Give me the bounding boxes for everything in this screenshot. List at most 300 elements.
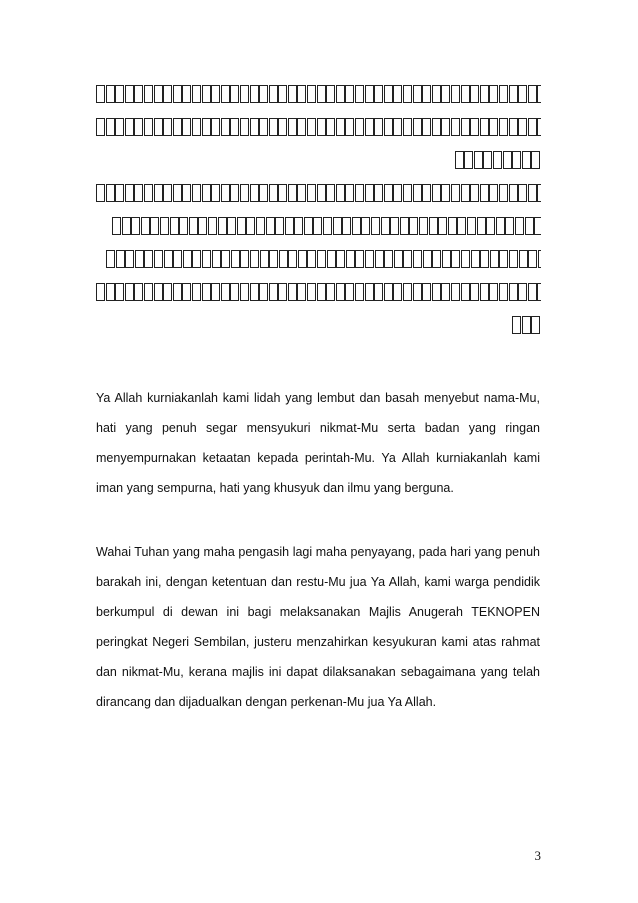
missing-glyph-box — [528, 118, 537, 136]
missing-glyph-box — [451, 184, 460, 202]
missing-glyph-box — [278, 283, 287, 301]
missing-glyph-box — [323, 217, 332, 235]
missing-glyph-box — [269, 184, 278, 202]
missing-glyph-box — [499, 283, 508, 301]
missing-glyph-box — [413, 283, 422, 301]
missing-glyph-box — [307, 250, 316, 268]
missing-glyph-box — [333, 217, 342, 235]
missing-glyph-box — [489, 283, 498, 301]
missing-glyph-box — [288, 85, 297, 103]
missing-glyph-box — [365, 250, 374, 268]
missing-glyph-box — [365, 85, 374, 103]
missing-glyph-box — [326, 283, 335, 301]
missing-glyph-box — [509, 250, 518, 268]
missing-glyph-box — [182, 184, 191, 202]
missing-glyph-box — [96, 118, 105, 136]
missing-glyph-box — [298, 250, 307, 268]
missing-glyph-box — [154, 118, 163, 136]
missing-glyph-box — [202, 118, 211, 136]
missing-glyph-box — [518, 85, 527, 103]
missing-glyph-box — [471, 250, 480, 268]
missing-glyph-box — [307, 283, 316, 301]
missing-glyph-box — [240, 184, 249, 202]
missing-glyph-box — [231, 250, 240, 268]
missing-glyph-box — [269, 250, 278, 268]
missing-glyph-box — [202, 283, 211, 301]
missing-glyph-box — [419, 217, 428, 235]
missing-glyph-box — [125, 184, 134, 202]
missing-glyph-box — [144, 85, 153, 103]
missing-glyph-box — [211, 283, 220, 301]
missing-glyph-box — [278, 184, 287, 202]
missing-glyph-box — [489, 118, 498, 136]
missing-glyph-box — [141, 217, 150, 235]
missing-glyph-box — [345, 85, 354, 103]
missing-glyph-box — [122, 217, 131, 235]
missing-glyph-box — [163, 184, 172, 202]
missing-glyph-box — [448, 217, 457, 235]
arabic-text-line — [96, 209, 541, 242]
missing-glyph-box — [423, 250, 432, 268]
missing-glyph-box — [134, 283, 143, 301]
missing-glyph-box — [470, 184, 479, 202]
missing-glyph-box — [313, 217, 322, 235]
missing-glyph-box — [96, 184, 105, 202]
missing-glyph-box — [246, 217, 255, 235]
missing-glyph-box — [297, 283, 306, 301]
missing-glyph-box — [365, 184, 374, 202]
missing-glyph-box — [519, 250, 528, 268]
missing-glyph-box — [106, 283, 115, 301]
missing-glyph-box — [294, 217, 303, 235]
missing-glyph-box — [260, 250, 269, 268]
missing-glyph-box — [432, 118, 441, 136]
missing-glyph-box — [288, 184, 297, 202]
missing-glyph-box — [297, 118, 306, 136]
missing-glyph-box — [212, 250, 221, 268]
missing-glyph-box — [163, 85, 172, 103]
missing-glyph-box — [467, 217, 476, 235]
missing-glyph-box — [125, 250, 134, 268]
missing-glyph-box — [394, 250, 403, 268]
missing-glyph-box — [464, 151, 473, 169]
missing-glyph-box — [125, 85, 134, 103]
missing-glyph-box — [150, 217, 159, 235]
missing-glyph-box — [355, 85, 364, 103]
missing-glyph-box — [230, 118, 239, 136]
missing-glyph-box — [470, 118, 479, 136]
missing-glyph-box — [534, 217, 541, 235]
missing-glyph-box — [327, 250, 336, 268]
missing-glyph-box — [230, 184, 239, 202]
missing-glyph-box — [512, 151, 521, 169]
missing-glyph-box — [537, 184, 541, 202]
missing-glyph-box — [393, 283, 402, 301]
missing-glyph-box — [486, 217, 495, 235]
doa-paragraph-1: Ya Allah kurniakanlah kami lidah yang lembut dan basah menyebut nama-Mu, hati yang penuh segar mensyukuri nikmat-Mu serta badan yang ringan menyempurnakan ketaatan kepada perintah-Mu. Ya Allah kurniakanlah kami iman yang sempurna, hati yang khusyuk dan ilmu yang berguna. — [96, 390, 540, 495]
missing-glyph-box — [240, 283, 249, 301]
missing-glyph-box — [442, 250, 451, 268]
missing-glyph-box — [432, 250, 441, 268]
missing-glyph-box — [336, 85, 345, 103]
missing-glyph-box — [144, 283, 153, 301]
missing-glyph-box — [384, 250, 393, 268]
missing-glyph-box — [192, 283, 201, 301]
missing-glyph-box — [317, 118, 326, 136]
missing-glyph-box — [259, 283, 268, 301]
missing-glyph-box — [509, 118, 518, 136]
missing-glyph-box — [522, 151, 531, 169]
missing-glyph-box — [278, 85, 287, 103]
missing-glyph-box — [390, 217, 399, 235]
missing-glyph-box — [490, 250, 499, 268]
missing-glyph-box — [170, 217, 179, 235]
missing-glyph-box — [441, 184, 450, 202]
missing-glyph-box — [96, 283, 105, 301]
missing-glyph-box — [522, 316, 531, 334]
missing-glyph-box — [230, 85, 239, 103]
missing-glyph-box — [259, 184, 268, 202]
missing-glyph-box — [538, 250, 541, 268]
missing-glyph-box — [441, 85, 450, 103]
missing-glyph-box — [160, 217, 169, 235]
missing-glyph-box — [422, 283, 431, 301]
missing-glyph-box — [179, 217, 188, 235]
missing-glyph-box — [528, 184, 537, 202]
missing-glyph-box — [198, 217, 207, 235]
missing-glyph-box — [461, 118, 470, 136]
missing-glyph-box — [509, 184, 518, 202]
missing-glyph-box — [189, 217, 198, 235]
missing-glyph-box — [518, 283, 527, 301]
missing-glyph-box — [269, 118, 278, 136]
missing-glyph-box — [432, 184, 441, 202]
missing-glyph-box — [438, 217, 447, 235]
missing-glyph-box — [297, 184, 306, 202]
missing-glyph-box — [317, 283, 326, 301]
missing-glyph-box — [381, 217, 390, 235]
missing-glyph-box — [384, 118, 393, 136]
missing-glyph-box — [393, 118, 402, 136]
missing-glyph-box — [499, 184, 508, 202]
missing-glyph-box — [317, 184, 326, 202]
missing-glyph-box — [496, 217, 505, 235]
missing-glyph-box — [173, 250, 182, 268]
missing-glyph-box — [285, 217, 294, 235]
missing-glyph-box — [227, 217, 236, 235]
missing-glyph-box — [455, 151, 464, 169]
missing-glyph-box — [211, 184, 220, 202]
arabic-text-line — [96, 77, 541, 110]
missing-glyph-box — [518, 184, 527, 202]
missing-glyph-box — [384, 85, 393, 103]
missing-glyph-box — [317, 250, 326, 268]
missing-glyph-box — [342, 217, 351, 235]
missing-glyph-box — [365, 118, 374, 136]
missing-glyph-box — [106, 250, 115, 268]
missing-glyph-box — [461, 184, 470, 202]
missing-glyph-box — [202, 85, 211, 103]
missing-glyph-box — [345, 184, 354, 202]
missing-glyph-box — [403, 118, 412, 136]
missing-glyph-box — [275, 217, 284, 235]
missing-glyph-box — [441, 118, 450, 136]
missing-glyph-box — [503, 151, 512, 169]
missing-glyph-box — [537, 85, 541, 103]
missing-glyph-box — [499, 118, 508, 136]
missing-glyph-box — [307, 85, 316, 103]
missing-glyph-box — [505, 217, 514, 235]
arabic-text-line — [96, 176, 541, 209]
missing-glyph-box — [375, 250, 384, 268]
missing-glyph-box — [250, 85, 259, 103]
missing-glyph-box — [173, 85, 182, 103]
missing-glyph-box — [345, 118, 354, 136]
missing-glyph-box — [355, 118, 364, 136]
missing-glyph-box — [528, 250, 537, 268]
missing-glyph-box — [355, 184, 364, 202]
missing-glyph-box — [525, 217, 534, 235]
missing-glyph-box — [192, 85, 201, 103]
missing-glyph-box — [480, 85, 489, 103]
missing-glyph-box — [221, 118, 230, 136]
missing-glyph-box — [208, 217, 217, 235]
missing-glyph-box — [144, 118, 153, 136]
missing-glyph-box — [374, 184, 383, 202]
missing-glyph-box — [499, 85, 508, 103]
missing-glyph-box — [531, 151, 540, 169]
missing-glyph-box — [518, 118, 527, 136]
missing-glyph-box — [374, 283, 383, 301]
missing-glyph-box — [403, 85, 412, 103]
missing-glyph-box — [326, 85, 335, 103]
missing-glyph-box — [480, 184, 489, 202]
missing-glyph-box — [211, 118, 220, 136]
missing-glyph-box — [134, 85, 143, 103]
missing-glyph-box — [480, 118, 489, 136]
missing-glyph-box — [489, 85, 498, 103]
missing-glyph-box — [259, 85, 268, 103]
missing-glyph-box — [384, 184, 393, 202]
missing-glyph-box — [470, 85, 479, 103]
missing-glyph-box — [202, 250, 211, 268]
missing-glyph-box — [422, 118, 431, 136]
missing-glyph-box — [192, 118, 201, 136]
missing-glyph-box — [326, 118, 335, 136]
missing-glyph-box — [336, 118, 345, 136]
missing-glyph-box — [144, 184, 153, 202]
missing-glyph-box — [154, 250, 163, 268]
missing-glyph-box — [154, 85, 163, 103]
missing-glyph-box — [317, 85, 326, 103]
missing-glyph-box — [250, 184, 259, 202]
missing-glyph-box — [218, 217, 227, 235]
missing-glyph-box — [477, 217, 486, 235]
missing-glyph-box — [250, 283, 259, 301]
missing-glyph-box — [288, 283, 297, 301]
missing-glyph-box — [509, 283, 518, 301]
missing-glyph-box — [413, 184, 422, 202]
missing-glyph-box — [221, 184, 230, 202]
missing-glyph-box — [432, 283, 441, 301]
missing-glyph-box — [509, 85, 518, 103]
missing-glyph-box — [470, 283, 479, 301]
missing-glyph-box — [279, 250, 288, 268]
missing-glyph-box — [182, 283, 191, 301]
page-number: 3 — [534, 848, 541, 863]
missing-glyph-box — [345, 283, 354, 301]
missing-glyph-box — [266, 217, 275, 235]
missing-glyph-box — [211, 85, 220, 103]
missing-glyph-box — [361, 217, 370, 235]
missing-glyph-box — [240, 118, 249, 136]
missing-glyph-box — [106, 184, 115, 202]
missing-glyph-box — [240, 85, 249, 103]
missing-glyph-box — [202, 184, 211, 202]
missing-glyph-box — [134, 184, 143, 202]
missing-glyph-box — [278, 118, 287, 136]
arabic-text-block — [96, 77, 541, 341]
missing-glyph-box — [112, 217, 121, 235]
missing-glyph-box — [183, 250, 192, 268]
missing-glyph-box — [355, 283, 364, 301]
missing-glyph-box — [250, 118, 259, 136]
missing-glyph-box — [403, 250, 412, 268]
arabic-text-line — [96, 110, 541, 143]
missing-glyph-box — [269, 85, 278, 103]
missing-glyph-box — [474, 151, 483, 169]
missing-glyph-box — [403, 184, 412, 202]
missing-glyph-box — [483, 151, 492, 169]
missing-glyph-box — [531, 316, 540, 334]
missing-glyph-box — [96, 85, 105, 103]
missing-glyph-box — [413, 85, 422, 103]
missing-glyph-box — [144, 250, 153, 268]
missing-glyph-box — [116, 250, 125, 268]
missing-glyph-box — [269, 283, 278, 301]
missing-glyph-box — [106, 118, 115, 136]
missing-glyph-box — [441, 283, 450, 301]
missing-glyph-box — [336, 184, 345, 202]
missing-glyph-box — [461, 283, 470, 301]
missing-glyph-box — [409, 217, 418, 235]
missing-glyph-box — [480, 283, 489, 301]
missing-glyph-box — [512, 316, 521, 334]
missing-glyph-box — [451, 85, 460, 103]
missing-glyph-box — [115, 118, 124, 136]
missing-glyph-box — [451, 250, 460, 268]
missing-glyph-box — [288, 250, 297, 268]
missing-glyph-box — [371, 217, 380, 235]
arabic-text-line — [96, 242, 541, 275]
missing-glyph-box — [173, 184, 182, 202]
missing-glyph-box — [422, 184, 431, 202]
missing-glyph-box — [307, 118, 316, 136]
missing-glyph-box — [221, 250, 230, 268]
missing-glyph-box — [164, 250, 173, 268]
missing-glyph-box — [336, 250, 345, 268]
missing-glyph-box — [106, 85, 115, 103]
missing-glyph-box — [413, 250, 422, 268]
arabic-text-line — [96, 275, 541, 308]
missing-glyph-box — [250, 250, 259, 268]
missing-glyph-box — [237, 217, 246, 235]
missing-glyph-box — [192, 250, 201, 268]
missing-glyph-box — [259, 118, 268, 136]
missing-glyph-box — [125, 118, 134, 136]
missing-glyph-box — [326, 184, 335, 202]
missing-glyph-box — [451, 283, 460, 301]
missing-glyph-box — [393, 184, 402, 202]
missing-glyph-box — [173, 283, 182, 301]
missing-glyph-box — [352, 217, 361, 235]
missing-glyph-box — [115, 184, 124, 202]
missing-glyph-box — [221, 283, 230, 301]
missing-glyph-box — [163, 118, 172, 136]
missing-glyph-box — [115, 85, 124, 103]
missing-glyph-box — [374, 118, 383, 136]
missing-glyph-box — [413, 118, 422, 136]
missing-glyph-box — [461, 85, 470, 103]
missing-glyph-box — [288, 118, 297, 136]
missing-glyph-box — [400, 217, 409, 235]
missing-glyph-box — [115, 283, 124, 301]
missing-glyph-box — [451, 118, 460, 136]
missing-glyph-box — [182, 85, 191, 103]
missing-glyph-box — [182, 118, 191, 136]
missing-glyph-box — [515, 217, 524, 235]
missing-glyph-box — [493, 151, 502, 169]
missing-glyph-box — [499, 250, 508, 268]
missing-glyph-box — [489, 184, 498, 202]
missing-glyph-box — [374, 85, 383, 103]
missing-glyph-box — [429, 217, 438, 235]
missing-glyph-box — [192, 184, 201, 202]
missing-glyph-box — [135, 250, 144, 268]
missing-glyph-box — [537, 118, 541, 136]
missing-glyph-box — [528, 85, 537, 103]
missing-glyph-box — [384, 283, 393, 301]
doa-paragraph-2: Wahai Tuhan yang maha pengasih lagi maha penyayang, pada hari yang penuh barakah ini, dengan ketentuan dan restu-Mu jua Ya Allah, kami warga pendidik berkumpul di dewan ini bagi melaksanakan Majlis Anugerah TEKNOPEN peringkat Negeri Sembilan, justeru menzahirkan kesyukuran kami atas rahmat dan nikmat-Mu, kerana majlis ini dapat dilaksanakan sebagaimana yang telah dirancang dan dijadualkan dengan perkenan-Mu jua Ya Allah. — [96, 544, 540, 709]
missing-glyph-box — [131, 217, 140, 235]
missing-glyph-box — [336, 283, 345, 301]
missing-glyph-box — [528, 283, 537, 301]
missing-glyph-box — [297, 85, 306, 103]
missing-glyph-box — [173, 118, 182, 136]
missing-glyph-box — [230, 283, 239, 301]
missing-glyph-box — [365, 283, 374, 301]
missing-glyph-box — [461, 250, 470, 268]
missing-glyph-box — [240, 250, 249, 268]
missing-glyph-box — [355, 250, 364, 268]
missing-glyph-box — [304, 217, 313, 235]
missing-glyph-box — [221, 85, 230, 103]
missing-glyph-box — [422, 85, 431, 103]
missing-glyph-box — [256, 217, 265, 235]
missing-glyph-box — [480, 250, 489, 268]
missing-glyph-box — [393, 85, 402, 103]
missing-glyph-box — [125, 283, 134, 301]
missing-glyph-box — [307, 184, 316, 202]
arabic-text-line — [96, 143, 541, 176]
missing-glyph-box — [537, 283, 541, 301]
missing-glyph-box — [403, 283, 412, 301]
missing-glyph-box — [457, 217, 466, 235]
missing-glyph-box — [163, 283, 172, 301]
arabic-text-line — [96, 308, 541, 341]
missing-glyph-box — [134, 118, 143, 136]
missing-glyph-box — [346, 250, 355, 268]
